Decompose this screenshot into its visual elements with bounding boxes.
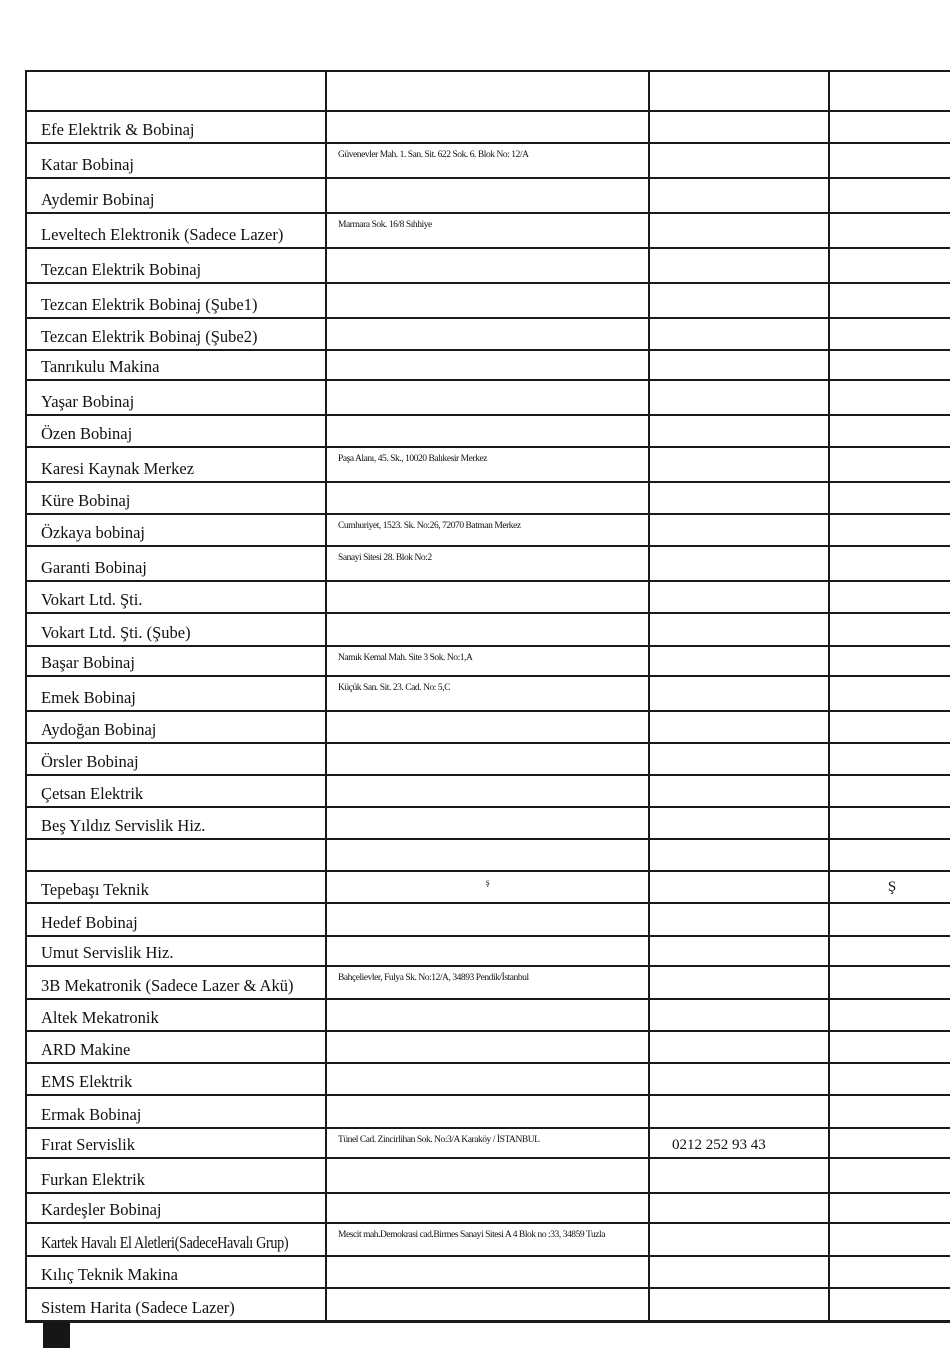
extra-cell xyxy=(829,743,950,775)
phone-cell xyxy=(649,966,829,999)
address-cell xyxy=(326,711,649,743)
extra-cell xyxy=(829,1223,950,1256)
address-cell xyxy=(326,839,649,871)
company-name-cell: Aydoğan Bobinaj xyxy=(26,711,326,743)
phone-cell xyxy=(649,1031,829,1063)
address-cell: Marmara Sok. 16/8 Sıhhiye xyxy=(326,213,649,248)
table-row xyxy=(26,871,950,903)
table-row xyxy=(26,380,950,415)
extra-cell xyxy=(829,711,950,743)
company-name-cell: Ermak Bobinaj xyxy=(26,1095,326,1128)
header-cell-phone xyxy=(649,71,829,111)
company-name-cell xyxy=(26,839,326,871)
phone-cell xyxy=(649,1256,829,1288)
table-row xyxy=(26,936,950,966)
header-cell-address xyxy=(326,71,649,111)
phone-cell xyxy=(649,711,829,743)
company-name-cell: Örsler Bobinaj xyxy=(26,743,326,775)
company-name-cell: Garanti Bobinaj xyxy=(26,546,326,581)
company-name-cell: Efe Elektrik & Bobinaj xyxy=(26,111,326,143)
table-row xyxy=(26,283,950,318)
phone-cell xyxy=(649,546,829,581)
address-cell xyxy=(326,999,649,1031)
address-cell: Küçük San. Sit. 23. Cad. No: 5,C xyxy=(326,676,649,711)
phone-cell xyxy=(649,1095,829,1128)
address-cell xyxy=(326,1063,649,1095)
service-directory-table xyxy=(25,70,950,1323)
extra-cell xyxy=(829,143,950,178)
extra-cell xyxy=(829,807,950,839)
phone-cell xyxy=(649,111,829,143)
company-name-cell: Çetsan Elektrik xyxy=(26,775,326,807)
address-cell xyxy=(326,1193,649,1223)
phone-cell xyxy=(649,143,829,178)
address-cell xyxy=(326,248,649,283)
table-row xyxy=(26,447,950,482)
company-name-cell: 3B Mekatronik (Sadece Lazer & Akü) xyxy=(26,966,326,999)
company-name-cell: Tanrıkulu Makina xyxy=(26,350,326,380)
extra-cell xyxy=(829,903,950,936)
address-cell: Mescit mah.Demokrasi cad.Birmes Sanayi Sitesi A 4 Blok no :33, 34859 Tuzla xyxy=(326,1223,649,1256)
company-name-condensed: Kartek Havalı El Aletleri(SadeceHavalı Grup) xyxy=(41,1233,289,1252)
extra-cell xyxy=(829,546,950,581)
address-cell xyxy=(326,807,649,839)
table-row xyxy=(26,248,950,283)
company-name-cell: Vokart Ltd. Şti. (Şube) xyxy=(26,613,326,646)
table-row xyxy=(26,581,950,613)
phone-cell xyxy=(649,839,829,871)
company-name-cell: Yaşar Bobinaj xyxy=(26,380,326,415)
company-name-cell: Kardeşler Bobinaj xyxy=(26,1193,326,1223)
extra-cell xyxy=(829,380,950,415)
company-name-cell: Emek Bobinaj xyxy=(26,676,326,711)
company-name-cell: Katar Bobinaj xyxy=(26,143,326,178)
table-row xyxy=(26,646,950,676)
address-cell: Sanayi Sitesi 28. Blok No:2 xyxy=(326,546,649,581)
phone-cell xyxy=(649,1193,829,1223)
company-name-cell: Aydemir Bobinaj xyxy=(26,178,326,213)
address-cell xyxy=(326,1031,649,1063)
phone-cell: 0212 252 93 43 xyxy=(649,1128,829,1158)
address-cell xyxy=(326,283,649,318)
address-cell: Tünel Cad. Zincirlihan Sok. No:3/A Karaköy / İSTANBUL xyxy=(326,1128,649,1158)
company-name-cell: Özen Bobinaj xyxy=(26,415,326,447)
phone-cell xyxy=(649,380,829,415)
extra-cell xyxy=(829,350,950,380)
table-row xyxy=(26,1063,950,1095)
extra-cell xyxy=(829,839,950,871)
extra-cell xyxy=(829,936,950,966)
extra-cell xyxy=(829,581,950,613)
extra-cell xyxy=(829,1095,950,1128)
phone-cell xyxy=(649,318,829,350)
company-name-cell: Hedef Bobinaj xyxy=(26,903,326,936)
table-row xyxy=(26,482,950,514)
extra-cell xyxy=(829,966,950,999)
phone-cell xyxy=(649,581,829,613)
extra-cell xyxy=(829,482,950,514)
phone-cell xyxy=(649,613,829,646)
table-row xyxy=(26,111,950,143)
address-cell xyxy=(326,111,649,143)
company-name-cell: Furkan Elektrik xyxy=(26,1158,326,1193)
address-cell: Bahçelievler, Fulya Sk. No:12/A, 34893 Pendik/İstanbul xyxy=(326,966,649,999)
phone-cell xyxy=(649,482,829,514)
extra-cell xyxy=(829,447,950,482)
company-name-cell: Beş Yıldız Servislik Hiz. xyxy=(26,807,326,839)
company-name-cell: Vokart Ltd. Şti. xyxy=(26,581,326,613)
extra-cell xyxy=(829,1256,950,1288)
company-name-cell: Altek Mekatronik xyxy=(26,999,326,1031)
table-row xyxy=(26,318,950,350)
table-row xyxy=(26,1223,950,1256)
table-row xyxy=(26,775,950,807)
address-cell xyxy=(326,936,649,966)
phone-cell xyxy=(649,178,829,213)
company-name-cell: Sistem Harita (Sadece Lazer) xyxy=(26,1288,326,1321)
company-name-cell: Tezcan Elektrik Bobinaj (Şube1) xyxy=(26,283,326,318)
phone-cell xyxy=(649,743,829,775)
table-row xyxy=(26,213,950,248)
address-cell xyxy=(326,613,649,646)
table-row xyxy=(26,350,950,380)
company-name-cell: ARD Makine xyxy=(26,1031,326,1063)
table-row xyxy=(26,613,950,646)
company-name-cell: Karesi Kaynak Merkez xyxy=(26,447,326,482)
company-name-cell: Umut Servislik Hiz. xyxy=(26,936,326,966)
extra-cell xyxy=(829,283,950,318)
phone-cell xyxy=(649,415,829,447)
phone-cell xyxy=(649,514,829,546)
table-row xyxy=(26,1031,950,1063)
phone-cell xyxy=(649,903,829,936)
company-name-cell: Başar Bobinaj xyxy=(26,646,326,676)
corner-marker xyxy=(43,1322,70,1348)
table-row xyxy=(26,676,950,711)
extra-cell xyxy=(829,676,950,711)
address-cell xyxy=(326,380,649,415)
company-name-cell: Fırat Servislik xyxy=(26,1128,326,1158)
extra-cell xyxy=(829,1128,950,1158)
extra-cell xyxy=(829,1288,950,1321)
table-row xyxy=(26,903,950,936)
address-cell xyxy=(326,903,649,936)
phone-cell xyxy=(649,871,829,903)
extra-cell xyxy=(829,111,950,143)
address-cell xyxy=(326,1158,649,1193)
table-row xyxy=(26,178,950,213)
table-row xyxy=(26,711,950,743)
company-name-cell xyxy=(26,1223,326,1256)
address-cell xyxy=(326,482,649,514)
extra-cell xyxy=(829,613,950,646)
company-name-cell: Tezcan Elektrik Bobinaj xyxy=(26,248,326,283)
company-name-cell: Leveltech Elektronik (Sadece Lazer) xyxy=(26,213,326,248)
address-cell xyxy=(326,178,649,213)
address-cell: Güvenevler Mah. 1. San. Sit. 622 Sok. 6. Blok No: 12/A xyxy=(326,143,649,178)
company-name-cell: Tepebaşı Teknik xyxy=(26,871,326,903)
address-cell xyxy=(326,1256,649,1288)
address-cell xyxy=(326,1288,649,1321)
phone-cell xyxy=(649,1288,829,1321)
table-row xyxy=(26,807,950,839)
phone-cell xyxy=(649,1063,829,1095)
extra-cell xyxy=(829,999,950,1031)
table-row xyxy=(26,743,950,775)
company-name-cell: EMS Elektrik xyxy=(26,1063,326,1095)
extra-cell xyxy=(829,1031,950,1063)
address-cell xyxy=(326,350,649,380)
extra-cell xyxy=(829,318,950,350)
phone-cell xyxy=(649,676,829,711)
extra-cell: Ş xyxy=(829,871,950,903)
company-name-cell: Küre Bobinaj xyxy=(26,482,326,514)
table-body xyxy=(26,71,950,1321)
table-row xyxy=(26,966,950,999)
company-name-cell: Kılıç Teknik Makina xyxy=(26,1256,326,1288)
extra-cell xyxy=(829,514,950,546)
table-row xyxy=(26,143,950,178)
phone-cell xyxy=(649,936,829,966)
phone-cell xyxy=(649,999,829,1031)
extra-cell xyxy=(829,415,950,447)
table-row xyxy=(26,1128,950,1158)
table-row xyxy=(26,546,950,581)
extra-cell xyxy=(829,213,950,248)
phone-cell xyxy=(649,1158,829,1193)
table-row xyxy=(26,999,950,1031)
address-cell: Namık Kemal Mah. Site 3 Sok. No:1,A xyxy=(326,646,649,676)
extra-cell xyxy=(829,178,950,213)
address-cell xyxy=(326,581,649,613)
address-cell xyxy=(326,318,649,350)
phone-cell xyxy=(649,775,829,807)
phone-cell xyxy=(649,350,829,380)
company-name-cell: Özkaya bobinaj xyxy=(26,514,326,546)
extra-cell xyxy=(829,1193,950,1223)
phone-cell xyxy=(649,646,829,676)
table-row xyxy=(26,1158,950,1193)
extra-cell xyxy=(829,1063,950,1095)
phone-cell xyxy=(649,1223,829,1256)
extra-cell xyxy=(829,1158,950,1193)
phone-cell xyxy=(649,248,829,283)
table-row xyxy=(26,1288,950,1321)
table-row xyxy=(26,415,950,447)
address-cell xyxy=(326,415,649,447)
phone-cell xyxy=(649,283,829,318)
extra-cell xyxy=(829,775,950,807)
header-row xyxy=(26,71,950,111)
address-cell xyxy=(326,775,649,807)
phone-cell xyxy=(649,447,829,482)
address-cell xyxy=(326,1095,649,1128)
address-cell xyxy=(326,743,649,775)
address-cell: ş xyxy=(326,871,649,903)
phone-cell xyxy=(649,213,829,248)
extra-cell xyxy=(829,248,950,283)
header-cell-extra xyxy=(829,71,950,111)
address-cell: Cumhuriyet, 1523. Sk. No:26, 72070 Batman Merkez xyxy=(326,514,649,546)
extra-cell xyxy=(829,646,950,676)
table-row xyxy=(26,1256,950,1288)
company-name-cell: Tezcan Elektrik Bobinaj (Şube2) xyxy=(26,318,326,350)
table-row xyxy=(26,839,950,871)
phone-cell xyxy=(649,807,829,839)
table-row xyxy=(26,1193,950,1223)
address-cell: Paşa Alanı, 45. Sk., 10020 Balıkesir Merkez xyxy=(326,447,649,482)
table-row xyxy=(26,514,950,546)
table-row xyxy=(26,1095,950,1128)
header-cell-name xyxy=(26,71,326,111)
